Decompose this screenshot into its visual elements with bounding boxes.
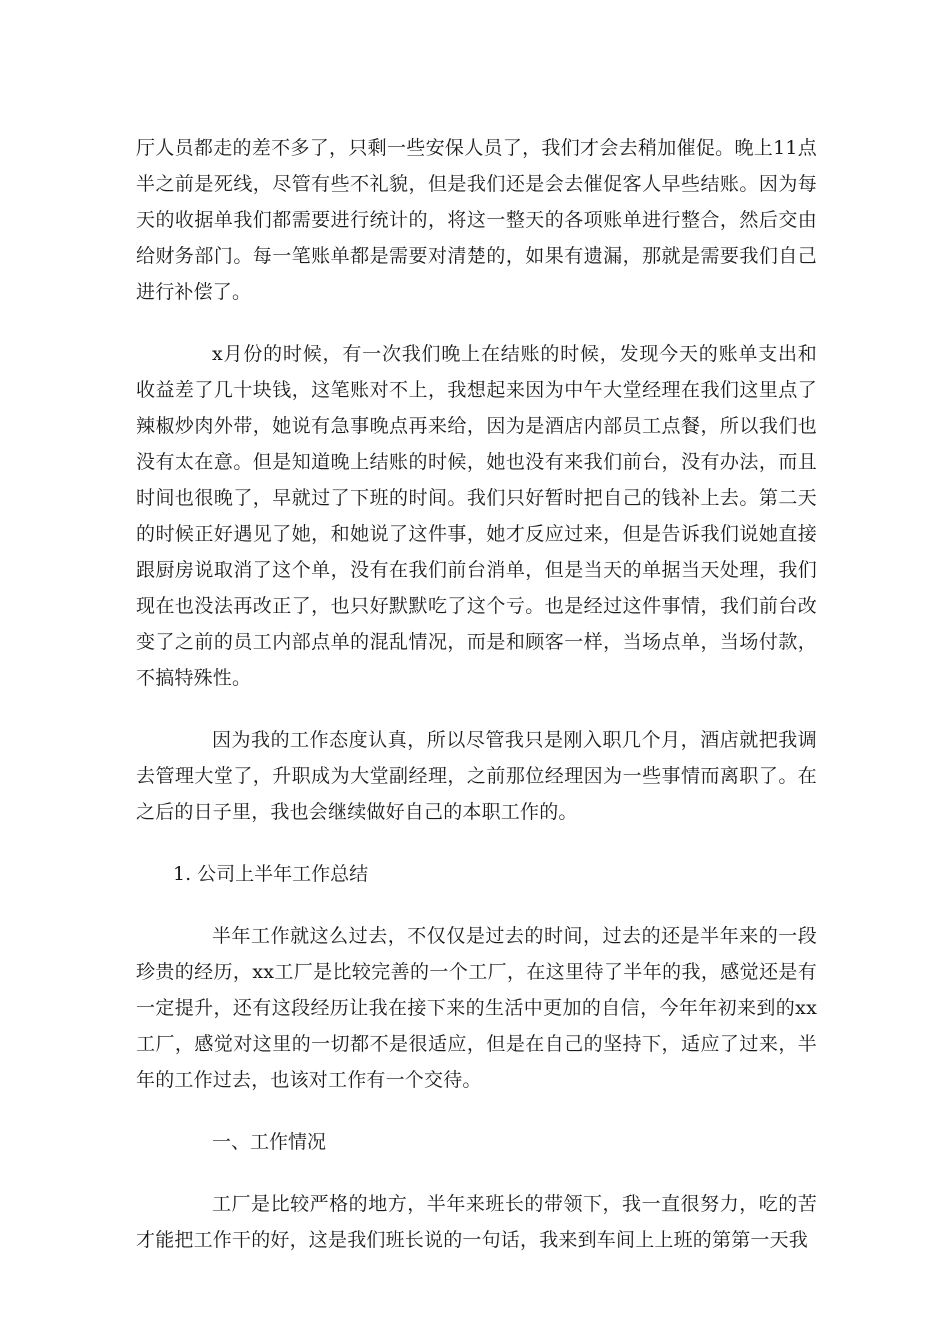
paragraph-continued: 厅人员都走的差不多了，只剩一些安保人员了，我们才会去稍加催促。晚上11点半之前是死线，尽管有些不礼貌，但是我们还是会去催促客人早些结账。因为每天的收据单我们都需要进行统计的，将这一整天的各项账单进行整合，然后交由给财务部门。每一笔账单都是需要对清楚的，如果有遗漏，那就是需要我们自己进行补偿了。 [136,137,817,303]
paragraph-factory-work: 工厂是比较严格的地方，半年来班长的带领下，我一直很努力，吃的苦才能把工作干的好，这是我们班长说的一句话，我来到车间上上班的第第一天我 [136,1193,817,1251]
subsection-heading-work-situation: 一、工作情况 [212,1131,327,1153]
paragraph-half-year-intro: 半年工作就这么过去，不仅仅是过去的时间，过去的还是半年来的一段珍贵的经历，xx工厂是比较完善的一个工厂，在这里待了半年的我，感觉还是有一定提升，还有这段经历让我在接下来的生活中更加的自信，今年年初来到的xx工厂，感觉对这里的一切都不是很适应，但是在自己的坚持下，适应了过来，半年的工作过去，也该对工作有一个交待。 [136,925,817,1091]
paragraph-promotion: 因为我的工作态度认真，所以尽管我只是刚入职几个月，酒店就把我调去管理大堂了，升职成为大堂副经理，之前那位经理因为一些事情而离职了。在之后的日子里，我也会继续做好自己的本职工作的。 [136,729,817,823]
paragraph-account-discrepancy: x月份的时候，有一次我们晚上在结账的时候，发现今天的账单支出和收益差了几十块钱，这笔账对不上，我想起来因为中午大堂经理在我们这里点了辣椒炒肉外带，她说有急事晚点再来给，因为是酒店内部员工点餐，所以我们也没有太在意。但是知道晚上结账的时候，她也没有来我们前台，没有办法，而且时间也很晚了，早就过了下班的时间。我们只好暂时把自己的钱补上去。第二天的时候正好遇见了她，和她说了这件事，她才反应过来，但是告诉我们说她直接跟厨房说取消了这个单，没有在我们前台消单，但是当天的单据当天处理，我们现在也没法再改正了，也只好默默吃了这个亏。也是经过这件事情，我们前台改变了之前的员工内部点单的混乱情况，而是和顾客一样，当场点单，当场付款，不搞特殊性。 [136,343,817,689]
document-body [136,130,817,1284]
section-heading-summary: 1. 公司上半年工作总结 [173,863,369,885]
